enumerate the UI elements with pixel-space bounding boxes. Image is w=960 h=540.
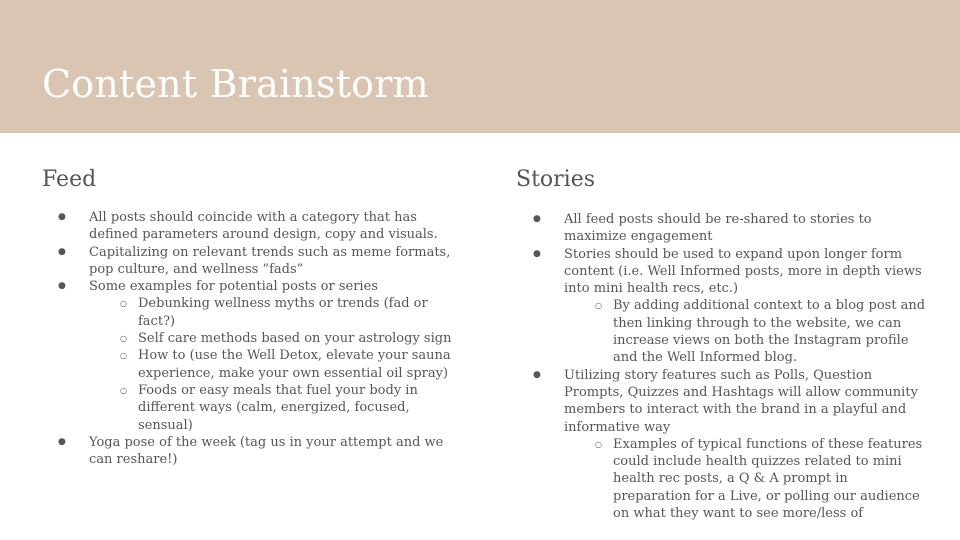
bullet-icon: ● bbox=[58, 212, 66, 222]
bullet-icon: ● bbox=[533, 248, 541, 259]
sub-bullet-icon: ○ bbox=[595, 301, 602, 311]
sub-bullet-icon: ○ bbox=[120, 351, 127, 361]
list-item: ● Some examples for potential posts or series ○ Debunking wellness myths or trends (fad or fact?) ○ Self care methods based on your astrology sign ○ How to (use the Well Detox, elevate your sauna experience, make your own essential oil spray) ○ Foods or easy meals that fuel your body in different ways (calm, energized, focused, sensual) bbox=[58, 279, 452, 433]
sub-bullet-icon: ○ bbox=[595, 439, 602, 449]
list-item: ● Utilizing story features such as Polls, Question Prompts, Quizzes and Hashtags will allow community members to interact with the brand in a playful and informative way ○ Examples of typical functions of these features could include health quizzes related to mini health rec posts, a Q & A prompt in preparation for a Live, or polling our audience on what they want to see more/less of bbox=[533, 367, 928, 523]
sub-list-item: ○ How to (use the Well Detox, elevate your sauna experience, make your own essential oil spray) bbox=[120, 348, 451, 381]
sub-bullet-icon: ○ bbox=[120, 385, 127, 395]
stories-heading: Stories bbox=[516, 167, 596, 192]
sub-list-item: ○ Self care methods based on your astrology sign bbox=[120, 331, 452, 347]
list-item: ● Stories should be used to expand upon longer form content (i.e. Well Informed posts, more in depth views into mini health recs, etc.) ○ By adding additional context to a blog post and then linking through to the website, we can increase views on both the Instagram profile and the Well Informed blog. bbox=[533, 246, 928, 367]
sub-list-item: ○ Examples of typical functions of these features could include health quizzes related to mini health rec posts, a Q & A prompt in preparation for a Live, or polling our audience on what they want to see more/less of bbox=[595, 436, 923, 522]
sub-list-item: ○ Foods or easy meals that fuel your body in different ways (calm, energized, focused, sensual) bbox=[120, 382, 418, 433]
slide-title: Content Brainstorm bbox=[42, 62, 429, 106]
bullet-icon: ● bbox=[58, 246, 66, 257]
stories-list bbox=[533, 211, 928, 522]
bullet-icon: ● bbox=[533, 369, 541, 380]
title-banner bbox=[0, 0, 960, 133]
sub-bullet-icon: ○ bbox=[120, 334, 127, 344]
list-item: ● Yoga pose of the week (tag us in your attempt and we can reshare!) bbox=[58, 434, 444, 468]
sub-list-item: ○ Debunking wellness myths or trends (fad or fact?) bbox=[120, 296, 428, 329]
list-item: ● All posts should coincide with a category that has defined parameters around design, copy and visuals. bbox=[58, 210, 438, 243]
list-item: ● All feed posts should be re-shared to stories to maximize engagement bbox=[533, 212, 872, 245]
feed-heading: Feed bbox=[42, 167, 97, 192]
list-item: ● Capitalizing on relevant trends such as meme formats, pop culture, and wellness “fads” bbox=[58, 244, 451, 277]
sub-bullet-icon: ○ bbox=[120, 299, 127, 309]
bullet-icon: ● bbox=[58, 281, 66, 292]
bullet-icon: ● bbox=[533, 214, 541, 224]
sub-list-item: ○ By adding additional context to a blog post and then linking through to the website, we can increase views on both the Instagram profile and the Well Informed blog. bbox=[595, 298, 926, 366]
feed-list bbox=[58, 209, 453, 468]
bullet-icon: ● bbox=[58, 436, 66, 447]
